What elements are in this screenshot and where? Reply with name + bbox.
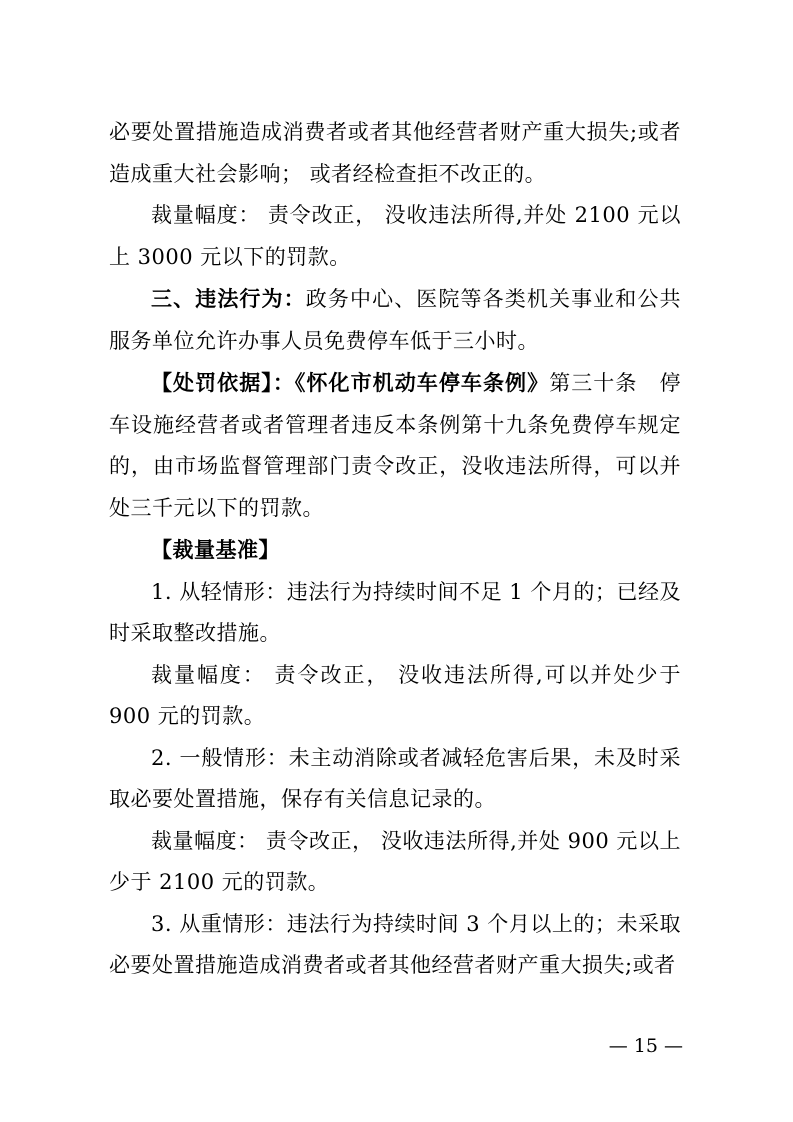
paragraph (109, 904, 681, 987)
bold-text-segment: 【处罚依据】：《怀化市机动车停车条例》 (151, 370, 550, 395)
text-segment: 1. 从轻情形：违法行为持续时间不足 1 个月的；已经及时采取整改措施。 (109, 579, 681, 645)
paragraph (109, 278, 681, 362)
text-segment: 第三十条 停车设施经营者或者管理者违反本条例第十九条免费停车规定的，由市场监督管理部门责令改正，没收违法所得，可以并处三千元以下的罚款。 (109, 371, 681, 520)
paragraph (109, 195, 681, 278)
bold-text-segment: 三、违法行为： (151, 286, 306, 311)
text-segment: 裁量幅度： 责令改正， 没收违法所得,并处 900 元以上少于 2100 元的罚款。 (109, 828, 681, 894)
text-segment: 2. 一般情形：未主动消除或者减轻危害后果，未及时采取必要处置措施，保存有关信息记录的。 (109, 745, 681, 811)
paragraph (109, 738, 681, 821)
paragraph (109, 112, 681, 195)
paragraph (109, 572, 681, 655)
bold-text-segment: 【裁量基准】 (151, 537, 280, 562)
text-segment: 3. 从重情形：违法行为持续时间 3 个月以上的；未采取必要处置措施造成消费者或者其他经营者财产重大损失;或者 (109, 911, 681, 977)
text-segment: 政务中心、医院等各类机关事业和公共服务单位允许办事人员免费停车低于三小时。 (109, 287, 682, 353)
page-footer (609, 1032, 683, 1060)
paragraph (109, 362, 681, 529)
paragraph (109, 821, 681, 904)
text-segment: 裁量幅度： 责令改正， 没收违法所得,并处 2100 元以上 3000 元以下的罚款。 (109, 203, 681, 269)
paragraph (109, 529, 681, 572)
text-segment: 裁量幅度： 责令改正， 没收违法所得,可以并处少于 900 元的罚款。 (109, 662, 681, 728)
paragraph (109, 655, 681, 738)
text-segment: 必要处置措施造成消费者或者其他经营者财产重大损失;或者造成重大社会影响； 或者经检查拒不改正的。 (109, 120, 681, 186)
page-number: — 15 — (608, 1035, 683, 1057)
document-body (109, 112, 681, 987)
